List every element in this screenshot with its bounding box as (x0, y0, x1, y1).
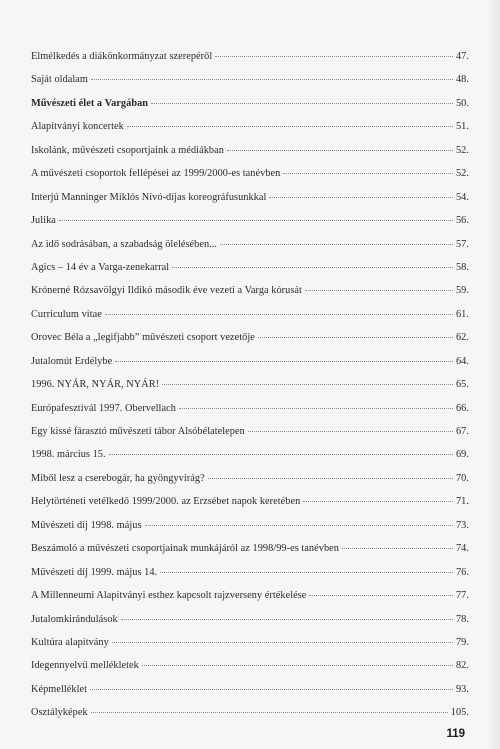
toc-entry (31, 701, 469, 724)
toc-entry-title: Saját oldalam (31, 74, 88, 86)
toc-entry-title: Miből lesz a cserebogár, ha gyöngyvirág? (31, 472, 205, 484)
toc-entry (31, 561, 469, 584)
toc-entry-page: 51. (455, 121, 469, 133)
toc-entry-title: Alapítványi koncertek (31, 121, 124, 133)
toc-entry-page: 52. (455, 168, 469, 180)
toc-entry (31, 303, 469, 326)
dot-leader (303, 501, 453, 502)
toc-entry-title: Művészeti díj 1998. május (31, 519, 142, 531)
toc-entry (31, 654, 469, 677)
toc-entry-title: Krónerné Rózsavölgyi Ildikó második éve vezeti a Varga kórusát (31, 285, 302, 297)
toc-entry (31, 350, 469, 373)
toc-entry-page: 50. (455, 97, 469, 109)
toc-entry-title: Kultúra alapítvány (31, 636, 109, 648)
toc-entry-title: Interjú Manninger Miklós Nívó-díjas koreográfusunkkal (31, 191, 267, 203)
toc-entry-title: Iskolánk, művészeti csoportjaink a médiákban (31, 144, 224, 156)
table-of-contents (31, 45, 469, 725)
toc-entry-page: 73. (455, 519, 469, 531)
toc-entry-title: Helytörténeti vetélkedő 1999/2000. az Erzsébet napok keretében (31, 496, 301, 508)
page-number: 119 (446, 728, 465, 740)
toc-entry-title: Osztályképek (31, 707, 88, 719)
toc-entry (31, 631, 469, 654)
toc-entry-title: Orovec Béla a „legifjabb” művészeti csoport vezetője (31, 332, 255, 344)
toc-entry (31, 68, 469, 91)
toc-entry (31, 608, 469, 631)
dot-leader (179, 408, 453, 409)
toc-entry (31, 233, 469, 256)
toc-entry-title: Julika (31, 215, 56, 227)
toc-entry-title: Képmelléklet (31, 683, 88, 695)
toc-entry-page: 59. (455, 285, 469, 297)
toc-entry-page: 76. (455, 566, 469, 578)
dot-leader (109, 454, 453, 455)
toc-entry-page: 61. (455, 308, 469, 320)
toc-entry-page: 71. (455, 496, 469, 508)
toc-entry-page: 54. (455, 191, 469, 203)
toc-entry-title: Agics – 14 év a Varga-zenekarral (31, 261, 170, 273)
toc-entry-page: 93. (455, 683, 469, 695)
toc-entry-page: 62. (455, 332, 469, 344)
toc-entry (31, 467, 469, 490)
toc-entry-title: 1998. március 15. (31, 449, 106, 461)
toc-entry-page: 78. (455, 613, 469, 625)
dot-leader (162, 384, 453, 385)
toc-entry (31, 420, 469, 443)
toc-entry-title: Művészeti élet a Vargában (31, 97, 149, 109)
page-edge-shadow (486, 0, 500, 749)
dot-leader (91, 712, 448, 713)
toc-entry-page: 69. (455, 449, 469, 461)
toc-entry (31, 186, 469, 209)
toc-entry-title: Jutalomút Erdélybe (31, 355, 113, 367)
dot-leader (151, 103, 453, 104)
dot-leader (112, 642, 453, 643)
toc-entry-title: A művészeti csoportok fellépései az 1999/2000-es tanévben (31, 168, 281, 180)
toc-entry-page: 77. (455, 590, 469, 602)
toc-entry-title: Egy kissé fárasztó művészeti tábor Alsóbélatelepen (31, 426, 245, 437)
dot-leader (227, 150, 453, 151)
toc-entry-page: 58. (455, 261, 469, 273)
dot-leader (115, 361, 453, 362)
toc-entry (31, 514, 469, 537)
toc-entry (31, 537, 469, 560)
toc-entry-title: Jutalomkirándulások (31, 613, 118, 625)
toc-entry-title: Művészeti díj 1999. május 14. (31, 566, 158, 578)
toc-entry (31, 139, 469, 162)
toc-entry-page: 70. (455, 472, 469, 484)
toc-entry-page: 56. (455, 215, 469, 227)
toc-entry-page: 48. (455, 74, 469, 86)
dot-leader (305, 290, 453, 291)
dot-leader (91, 79, 453, 80)
dot-leader (172, 267, 453, 268)
toc-entry-page: 52. (455, 144, 469, 156)
toc-entry-page: 79. (455, 636, 469, 648)
toc-entry (31, 45, 469, 68)
toc-entry-page: 82. (455, 660, 469, 672)
dot-leader (342, 548, 453, 549)
toc-entry-title: Elmélkedés a diákönkormányzat szerepéről (31, 51, 213, 62)
toc-entry (31, 373, 469, 396)
toc-entry (31, 443, 469, 466)
toc-entry (31, 678, 469, 701)
toc-entry-page: 65. (455, 379, 469, 391)
toc-entry-page: 67. (455, 426, 469, 437)
dot-leader (59, 220, 453, 221)
toc-entry-page: 74. (455, 543, 469, 555)
toc-entry-page: 47. (455, 51, 469, 62)
toc-entry (31, 256, 469, 279)
dot-leader (269, 197, 453, 198)
toc-entry (31, 115, 469, 138)
dot-leader (208, 478, 453, 479)
toc-entry (31, 490, 469, 513)
dot-leader (283, 173, 453, 174)
toc-entry-title: Idegennyelvű mellékletek (31, 660, 139, 672)
dot-leader (127, 126, 453, 127)
toc-entry (31, 279, 469, 302)
dot-leader (121, 619, 453, 620)
toc-entry (31, 162, 469, 185)
dot-leader (220, 244, 453, 245)
dot-leader (90, 689, 453, 690)
toc-entry-page: 57. (455, 238, 469, 250)
dot-leader (160, 572, 453, 573)
toc-entry-title: A Millenneumi Alapítványi esthez kapcsolt rajzverseny értékelése (31, 590, 307, 602)
dot-leader (105, 314, 453, 315)
dot-leader (258, 337, 453, 338)
toc-entry-title: Európafesztivál 1997. Obervellach (31, 402, 176, 414)
toc-section-heading (31, 92, 469, 115)
toc-entry-title: 1996. NYÁR, NYÁR, NYÁR! (31, 379, 160, 391)
dot-leader (145, 525, 453, 526)
toc-entry (31, 584, 469, 607)
dot-leader (309, 595, 453, 596)
toc-entry-title: Beszámoló a művészeti csoportjainak munkájáról az 1998/99-es tanévben (31, 543, 339, 555)
dot-leader (248, 431, 453, 432)
dot-leader (215, 56, 453, 57)
toc-entry-page: 64. (455, 355, 469, 367)
toc-entry-page: 105. (450, 707, 469, 719)
dot-leader (142, 665, 453, 666)
toc-entry (31, 209, 469, 232)
toc-entry-title: Az idő sodrásában, a szabadság ölelésében... (31, 238, 218, 250)
toc-entry-title: Curriculum vitae (31, 308, 102, 320)
toc-entry (31, 397, 469, 420)
toc-entry (31, 326, 469, 349)
toc-entry-page: 66. (455, 402, 469, 414)
